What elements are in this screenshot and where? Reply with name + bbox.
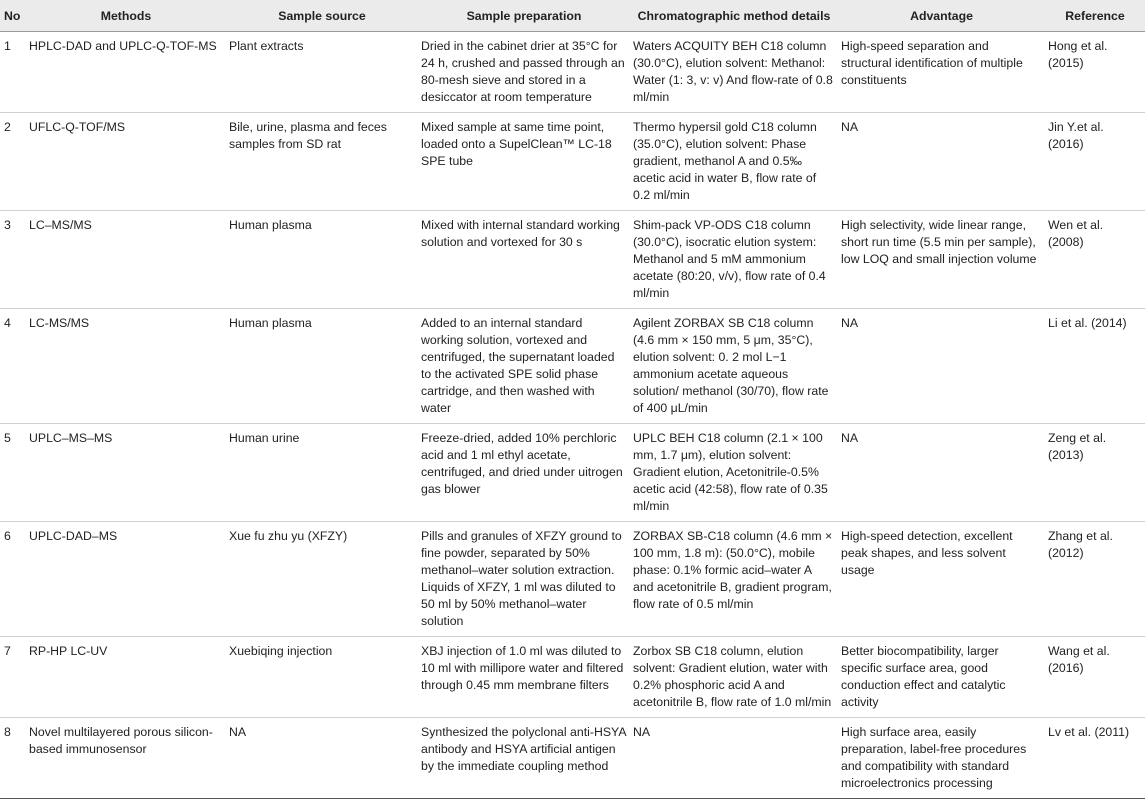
cell-sample-source: Human plasma: [226, 211, 418, 309]
cell-method: HPLC-DAD and UPLC-Q-TOF-MS: [26, 32, 226, 113]
cell-method: UPLC-DAD–MS: [26, 522, 226, 637]
cell-advantage: NA: [838, 309, 1045, 424]
cell-sample-source: Xue fu zhu yu (XFZY): [226, 522, 418, 637]
cell-reference: Zeng et al. (2013): [1045, 424, 1145, 522]
cell-sample-source: NA: [226, 718, 418, 799]
header-no: No: [0, 0, 26, 32]
table-row: [0, 637, 1145, 718]
cell-reference: Lv et al. (2011): [1045, 718, 1145, 799]
cell-no: 4: [0, 309, 26, 424]
cell-chromatographic-details: Thermo hypersil gold C18 column (35.0°C), elution solvent: Phase gradient, methanol A and 0.5‰ acetic acid in water B, flow rate of 0.2 ml/min: [630, 113, 838, 211]
cell-method: UPLC–MS–MS: [26, 424, 226, 522]
cell-sample-preparation: Pills and granules of XFZY ground to fine powder, separated by 50% methanol–water solution extraction. Liquids of XFZY, 1 ml was diluted to 50 ml by 50% methanol–water solution: [418, 522, 630, 637]
cell-no: 3: [0, 211, 26, 309]
cell-reference: Li et al. (2014): [1045, 309, 1145, 424]
cell-sample-source: Human plasma: [226, 309, 418, 424]
cell-advantage: NA: [838, 424, 1045, 522]
cell-no: 8: [0, 718, 26, 799]
table-row: [0, 718, 1145, 799]
cell-no: 2: [0, 113, 26, 211]
cell-sample-source: Xuebiqing injection: [226, 637, 418, 718]
header-row: [0, 0, 1145, 32]
cell-advantage: High surface area, easily preparation, label-free procedures and compatibility with standard microelectronics processing: [838, 718, 1045, 799]
cell-method: UFLC-Q-TOF/MS: [26, 113, 226, 211]
table-row: [0, 522, 1145, 637]
cell-chromatographic-details: NA: [630, 718, 838, 799]
cell-method: LC-MS/MS: [26, 309, 226, 424]
cell-sample-preparation: Synthesized the polyclonal anti-HSYA antibody and HSYA artificial antigen by the immediate coupling method: [418, 718, 630, 799]
cell-reference: Zhang et al. (2012): [1045, 522, 1145, 637]
cell-no: 6: [0, 522, 26, 637]
cell-reference: Hong et al. (2015): [1045, 32, 1145, 113]
cell-advantage: High-speed detection, excellent peak shapes, and less solvent usage: [838, 522, 1045, 637]
cell-sample-preparation: Dried in the cabinet drier at 35°C for 24 h, crushed and passed through an 80-mesh sieve and stored in a desiccator at room temperature: [418, 32, 630, 113]
cell-no: 5: [0, 424, 26, 522]
header-sample-source: Sample source: [226, 0, 418, 32]
table-row: [0, 211, 1145, 309]
cell-sample-preparation: Added to an internal standard working solution, vortexed and centrifuged, the supernatant loaded to the activated SPE solid phase cartridge, and then washed with water: [418, 309, 630, 424]
cell-chromatographic-details: UPLC BEH C18 column (2.1 × 100 mm, 1.7 μm), elution solvent: Gradient elution, Acetonitrile-0.5% acetic acid (42:58), flow rate of 0.35 ml/min: [630, 424, 838, 522]
cell-advantage: High selectivity, wide linear range, short run time (5.5 min per sample), low LOQ and small injection volume: [838, 211, 1045, 309]
cell-sample-preparation: XBJ injection of 1.0 ml was diluted to 10 ml with millipore water and filtered through 0.45 mm membrane filters: [418, 637, 630, 718]
cell-no: 7: [0, 637, 26, 718]
header-advantage: Advantage: [838, 0, 1045, 32]
cell-advantage: NA: [838, 113, 1045, 211]
cell-method: LC–MS/MS: [26, 211, 226, 309]
cell-advantage: Better biocompatibility, larger specific surface area, good conduction effect and catalytic activity: [838, 637, 1045, 718]
cell-sample-preparation: Freeze-dried, added 10% perchloric acid and 1 ml ethyl acetate, centrifuged, and dried under uitrogen gas blower: [418, 424, 630, 522]
table-row: [0, 424, 1145, 522]
cell-chromatographic-details: Waters ACQUITY BEH C18 column (30.0°C), elution solvent: Methanol: Water (1: 3, v: v) And flow-rate of 0.8 ml/min: [630, 32, 838, 113]
cell-reference: Jin Y.et al. (2016): [1045, 113, 1145, 211]
cell-chromatographic-details: Shim-pack VP-ODS C18 column (30.0°C), isocratic elution system: Methanol and 5 mM ammonium acetate (80:20, v/v), flow rate of 0.4 ml/min: [630, 211, 838, 309]
table-row: [0, 113, 1145, 211]
cell-chromatographic-details: Zorbox SB C18 column, elution solvent: Gradient elution, water with 0.2% phosphoric acid A and acetonitrile B, flow rate of 1.0 ml/min: [630, 637, 838, 718]
cell-method: Novel multilayered porous silicon-based immunosensor: [26, 718, 226, 799]
cell-sample-source: Bile, urine, plasma and feces samples from SD rat: [226, 113, 418, 211]
cell-advantage: High-speed separation and structural identification of multiple constituents: [838, 32, 1045, 113]
cell-reference: Wen et al. (2008): [1045, 211, 1145, 309]
header-reference: Reference: [1045, 0, 1145, 32]
cell-method: RP-HP LC-UV: [26, 637, 226, 718]
cell-reference: Wang et al. (2016): [1045, 637, 1145, 718]
header-sample-preparation: Sample preparation: [418, 0, 630, 32]
cell-sample-source: Human urine: [226, 424, 418, 522]
cell-no: 1: [0, 32, 26, 113]
cell-chromatographic-details: ZORBAX SB-C18 column (4.6 mm × 100 mm, 1.8 m): (50.0°C), mobile phase: 0.1% formic acid–water A and acetonitrile B, gradient program, flow rate of 0.5 ml/min: [630, 522, 838, 637]
header-methods: Methods: [26, 0, 226, 32]
cell-sample-source: Plant extracts: [226, 32, 418, 113]
table-row: [0, 32, 1145, 113]
cell-sample-preparation: Mixed sample at same time point, loaded onto a SupelClean™ LC-18 SPE tube: [418, 113, 630, 211]
header-chromatographic-details: Chromatographic method details: [630, 0, 838, 32]
cell-sample-preparation: Mixed with internal standard working solution and vortexed for 30 s: [418, 211, 630, 309]
cell-chromatographic-details: Agilent ZORBAX SB C18 column (4.6 mm × 150 mm, 5 μm, 35°C), elution solvent: 0. 2 mol L−1 ammonium acetate aqueous solution/ methanol (30/70), flow rate of 400 μL/min: [630, 309, 838, 424]
table-row: [0, 309, 1145, 424]
